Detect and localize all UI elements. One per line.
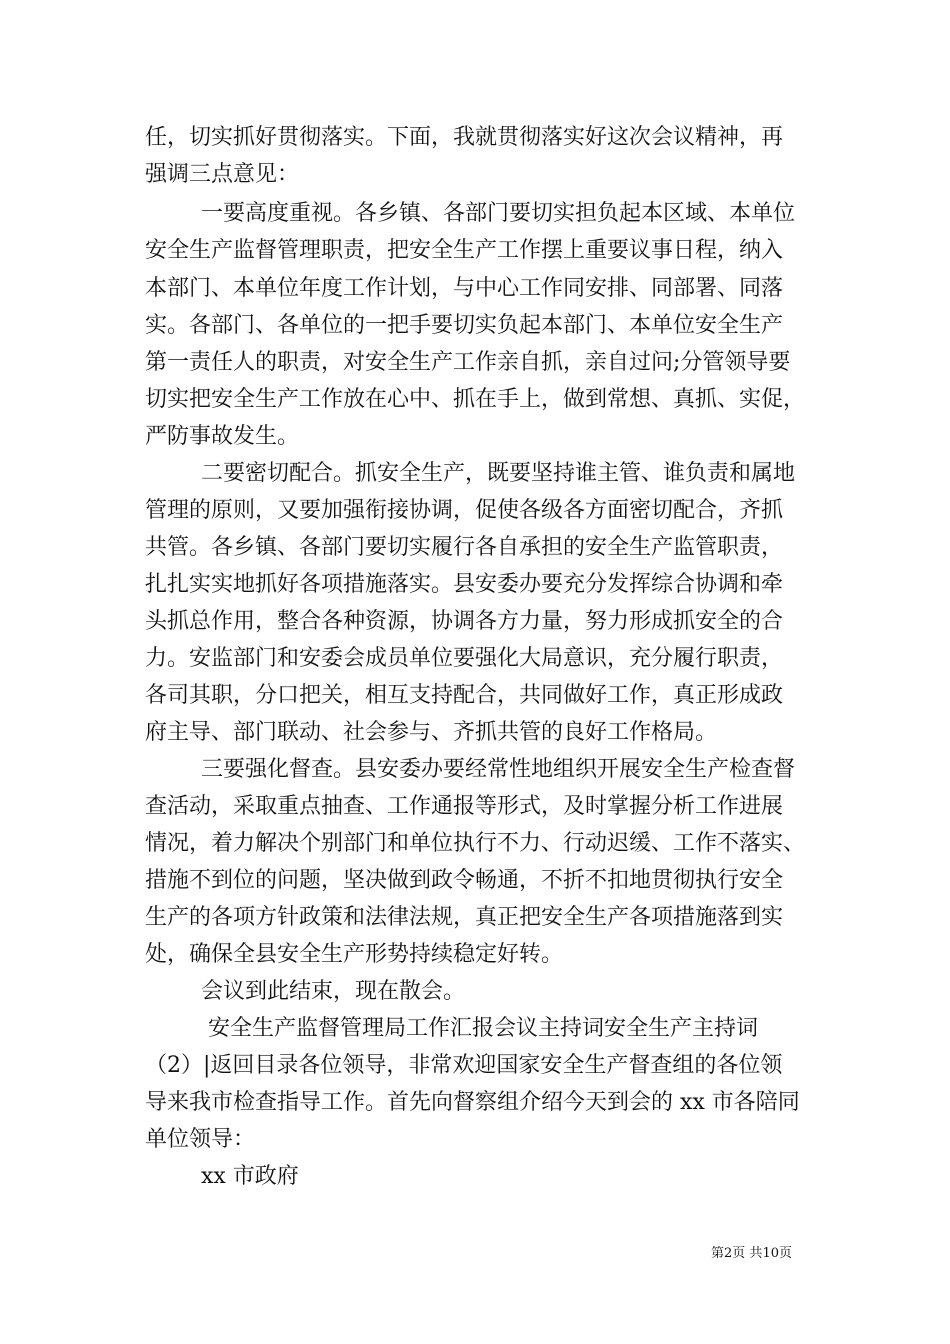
text-line: 管理的原则，又要加强衔接协调，促使各级各方面密切配合，齐抓 — [145, 498, 784, 523]
text-line: 任，切实抓好贯彻落实。下面，我就贯彻落实好这次会议精神，再 — [145, 125, 784, 150]
text-line: xx 市政府 — [201, 1164, 299, 1189]
text-line: 强调三点意见： — [145, 162, 300, 187]
text-line: 力。安监部门和安委会成员单位要强化大局意识，充分履行职责， — [145, 646, 784, 671]
text-line: 情况，着力解决个别部门和单位执行不力、行动迟缓、工作不落实、 — [145, 831, 806, 856]
text-line: 本部门、本单位年度工作计划，与中心工作同安排、同部署、同落 — [145, 276, 784, 301]
text-line: 措施不到位的问题，坚决做到政令畅通，不折不扣地贯彻执行安全 — [145, 868, 784, 893]
text-line: 导来我市检查指导工作。首先向督察组介绍今天到会的 xx 市各陪同 — [145, 1090, 800, 1115]
text-line: 共管。各乡镇、各部门要切实履行各自承担的安全生产监管职责， — [145, 535, 784, 560]
text-line: 各司其职，分口把关，相互支持配合，共同做好工作，真正形成政 — [145, 683, 784, 708]
footer-middle: 页 共 — [732, 1246, 763, 1261]
text-line: 府主导、部门联动、社会参与、齐抓共管的良好工作格局。 — [145, 720, 718, 745]
footer-suffix: 页 — [778, 1246, 792, 1261]
text-line: 严防事故发生。 — [145, 424, 300, 449]
text-line: 三要强化督查。县安委办要经常性地组织开展安全生产检查督 — [201, 757, 796, 782]
text-line: 处，确保全县安全生产形势持续稳定好转。 — [145, 942, 564, 967]
text-line: 切实把安全生产工作放在心中、抓在手上，做到常想、真抓、实促， — [145, 387, 806, 412]
text-line: 单位领导： — [145, 1127, 256, 1152]
footer-prefix: 第 — [711, 1246, 725, 1261]
footer-total-pages: 10 — [762, 1246, 779, 1261]
text-line: 查活动，采取重点抽查、工作通报等形式，及时掌握分析工作进展 — [145, 794, 784, 819]
text-line: 实。各部门、各单位的一把手要切实负起本部门、本单位安全生产 — [145, 313, 784, 338]
text-line: （2）|返回目录各位领导，非常欢迎国家安全生产督查组的各位领 — [145, 1053, 783, 1078]
text-line: 一要高度重视。各乡镇、各部门要切实担负起本区域、本单位 — [201, 201, 796, 226]
text-line: 会议到此结束，现在散会。 — [201, 979, 466, 1004]
text-line: 头抓总作用，整合各种资源，协调各方力量，努力形成抓安全的合 — [145, 609, 784, 634]
text-line: 安全生产监督管理职责，把安全生产工作摆上重要议事日程，纳入 — [145, 238, 784, 263]
page-number-footer — [711, 1245, 792, 1263]
text-line: 生产的各项方针政策和法律法规，真正把安全生产各项措施落到实 — [145, 905, 784, 930]
text-line: 二要密切配合。抓安全生产，既要坚持谁主管、谁负责和属地 — [201, 461, 796, 486]
text-line: 扎扎实实地抓好各项措施落实。县安委办要充分发挥综合协调和牵 — [145, 572, 784, 597]
text-line: 安全生产监督管理局工作汇报会议主持词安全生产主持词 — [208, 1016, 759, 1041]
text-line: 第一责任人的职责，对安全生产工作亲自抓，亲自过问;分管领导要 — [145, 350, 791, 375]
footer-page-number: 2 — [724, 1246, 733, 1261]
